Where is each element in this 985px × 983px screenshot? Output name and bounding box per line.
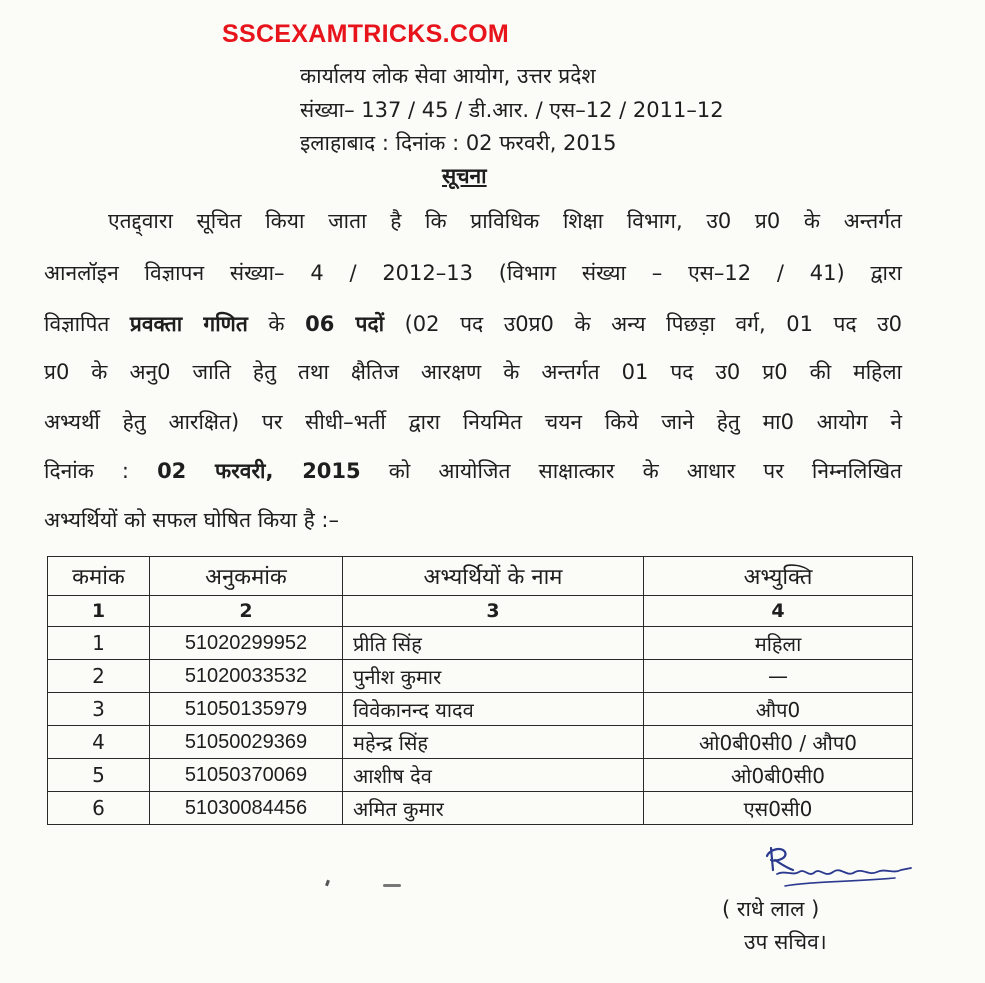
header-roll: अनुकमांक (150, 557, 343, 596)
remark-cell: ओ0बी0सी0 (644, 759, 913, 792)
name-cell: विवेकानन्द यादव (343, 693, 644, 726)
header-remark: अभ्युक्ति (644, 557, 913, 596)
serial-cell: 5 (48, 759, 150, 792)
table-row (48, 726, 913, 759)
body-line-2: आनलॉइन विज्ञापन संख्या– 4 / 2012–13 (विभाग संख्या – एस–12 / 41) द्वारा (44, 261, 902, 285)
scan-mark (325, 880, 330, 887)
remark-cell: ओ0बी0सी0 / औप0 (644, 726, 913, 759)
name-cell: महेन्द्र सिंह (343, 726, 644, 759)
body-line-7: अभ्यर्थियों को सफल घोषित किया है :– (44, 508, 339, 532)
roll-cell: 51050135979 (150, 693, 343, 726)
table-row (48, 627, 913, 660)
roll-cell: 51030084456 (150, 792, 343, 825)
name-cell: अमित कुमार (343, 792, 644, 825)
serial-cell: 4 (48, 726, 150, 759)
place-date: इलाहाबाद : दिनांक : 02 फरवरी, 2015 (300, 131, 617, 155)
signatory-designation: उप सचिव। (744, 930, 827, 954)
serial-cell: 3 (48, 693, 150, 726)
office-name: कार्यालय लोक सेवा आयोग, उत्तर प्रदेश (300, 64, 596, 88)
table-header-row (48, 557, 913, 596)
interview-date: 02 फरवरी, 2015 (157, 459, 361, 483)
remark-cell: — (644, 660, 913, 693)
column-number: 3 (343, 596, 644, 627)
watermark-text: SSCEXAMTRICKS.COM (222, 20, 510, 48)
body-text: विज्ञापित (44, 312, 130, 336)
body-text: को आयोजित साक्षात्कार के आधार पर निम्नलिखित (360, 459, 902, 483)
body-text: (02 पद उ0प्र0 के अन्य पिछड़ा वर्ग, 01 पद उ0 (384, 312, 903, 336)
body-text: दिनांक : (44, 459, 158, 483)
remark-cell: एस0सी0 (644, 792, 913, 825)
notice-title: सूचना (442, 164, 487, 188)
results-table (47, 556, 913, 825)
body-line-4: प्र0 के अनु0 जाति हेतु तथा क्षैतिज आरक्षण के अन्तर्गत 01 पद उ0 प्र0 की महिला (44, 360, 902, 384)
serial-cell: 2 (48, 660, 150, 693)
table-row (48, 693, 913, 726)
scan-mark (383, 884, 401, 887)
column-number-row (48, 596, 913, 627)
body-line-6 (44, 457, 902, 485)
header-name: अभ्यर्थियों के नाम (343, 557, 644, 596)
serial-cell: 1 (48, 627, 150, 660)
name-cell: आशीष देव (343, 759, 644, 792)
column-number: 1 (48, 596, 150, 627)
table-row (48, 759, 913, 792)
column-number: 2 (150, 596, 343, 627)
post-count: 06 पदों (305, 312, 385, 336)
header-serial: कमांक (48, 557, 150, 596)
post-name: प्रवक्ता गणित (129, 312, 248, 336)
signatory-name: ( राधे लाल ) (722, 897, 820, 921)
body-text: के (247, 312, 306, 336)
table-row (48, 792, 913, 825)
handwritten-signature (755, 842, 915, 900)
body-line-5: अभ्यर्थी हेतु आरक्षित) पर सीधी–भर्ती द्वारा नियमित चयन किये जाने हेतु मा0 आयोग ने (44, 410, 902, 434)
reference-number: संख्या– 137 / 45 / डी.आर. / एस–12 / 2011–12 (300, 98, 724, 122)
roll-cell: 51020033532 (150, 660, 343, 693)
name-cell: पुनीश कुमार (343, 660, 644, 693)
roll-cell: 51050029369 (150, 726, 343, 759)
roll-cell: 51050370069 (150, 759, 343, 792)
column-number: 4 (644, 596, 913, 627)
roll-cell: 51020299952 (150, 627, 343, 660)
table-row (48, 660, 913, 693)
name-cell: प्रीति सिंह (343, 627, 644, 660)
body-line-1: एतद्द्वारा सूचित किया जाता है कि प्राविधिक शिक्षा विभाग, उ0 प्र0 के अन्तर्गत (108, 209, 902, 233)
remark-cell: महिला (644, 627, 913, 660)
remark-cell: औप0 (644, 693, 913, 726)
body-line-3 (44, 310, 902, 338)
serial-cell: 6 (48, 792, 150, 825)
